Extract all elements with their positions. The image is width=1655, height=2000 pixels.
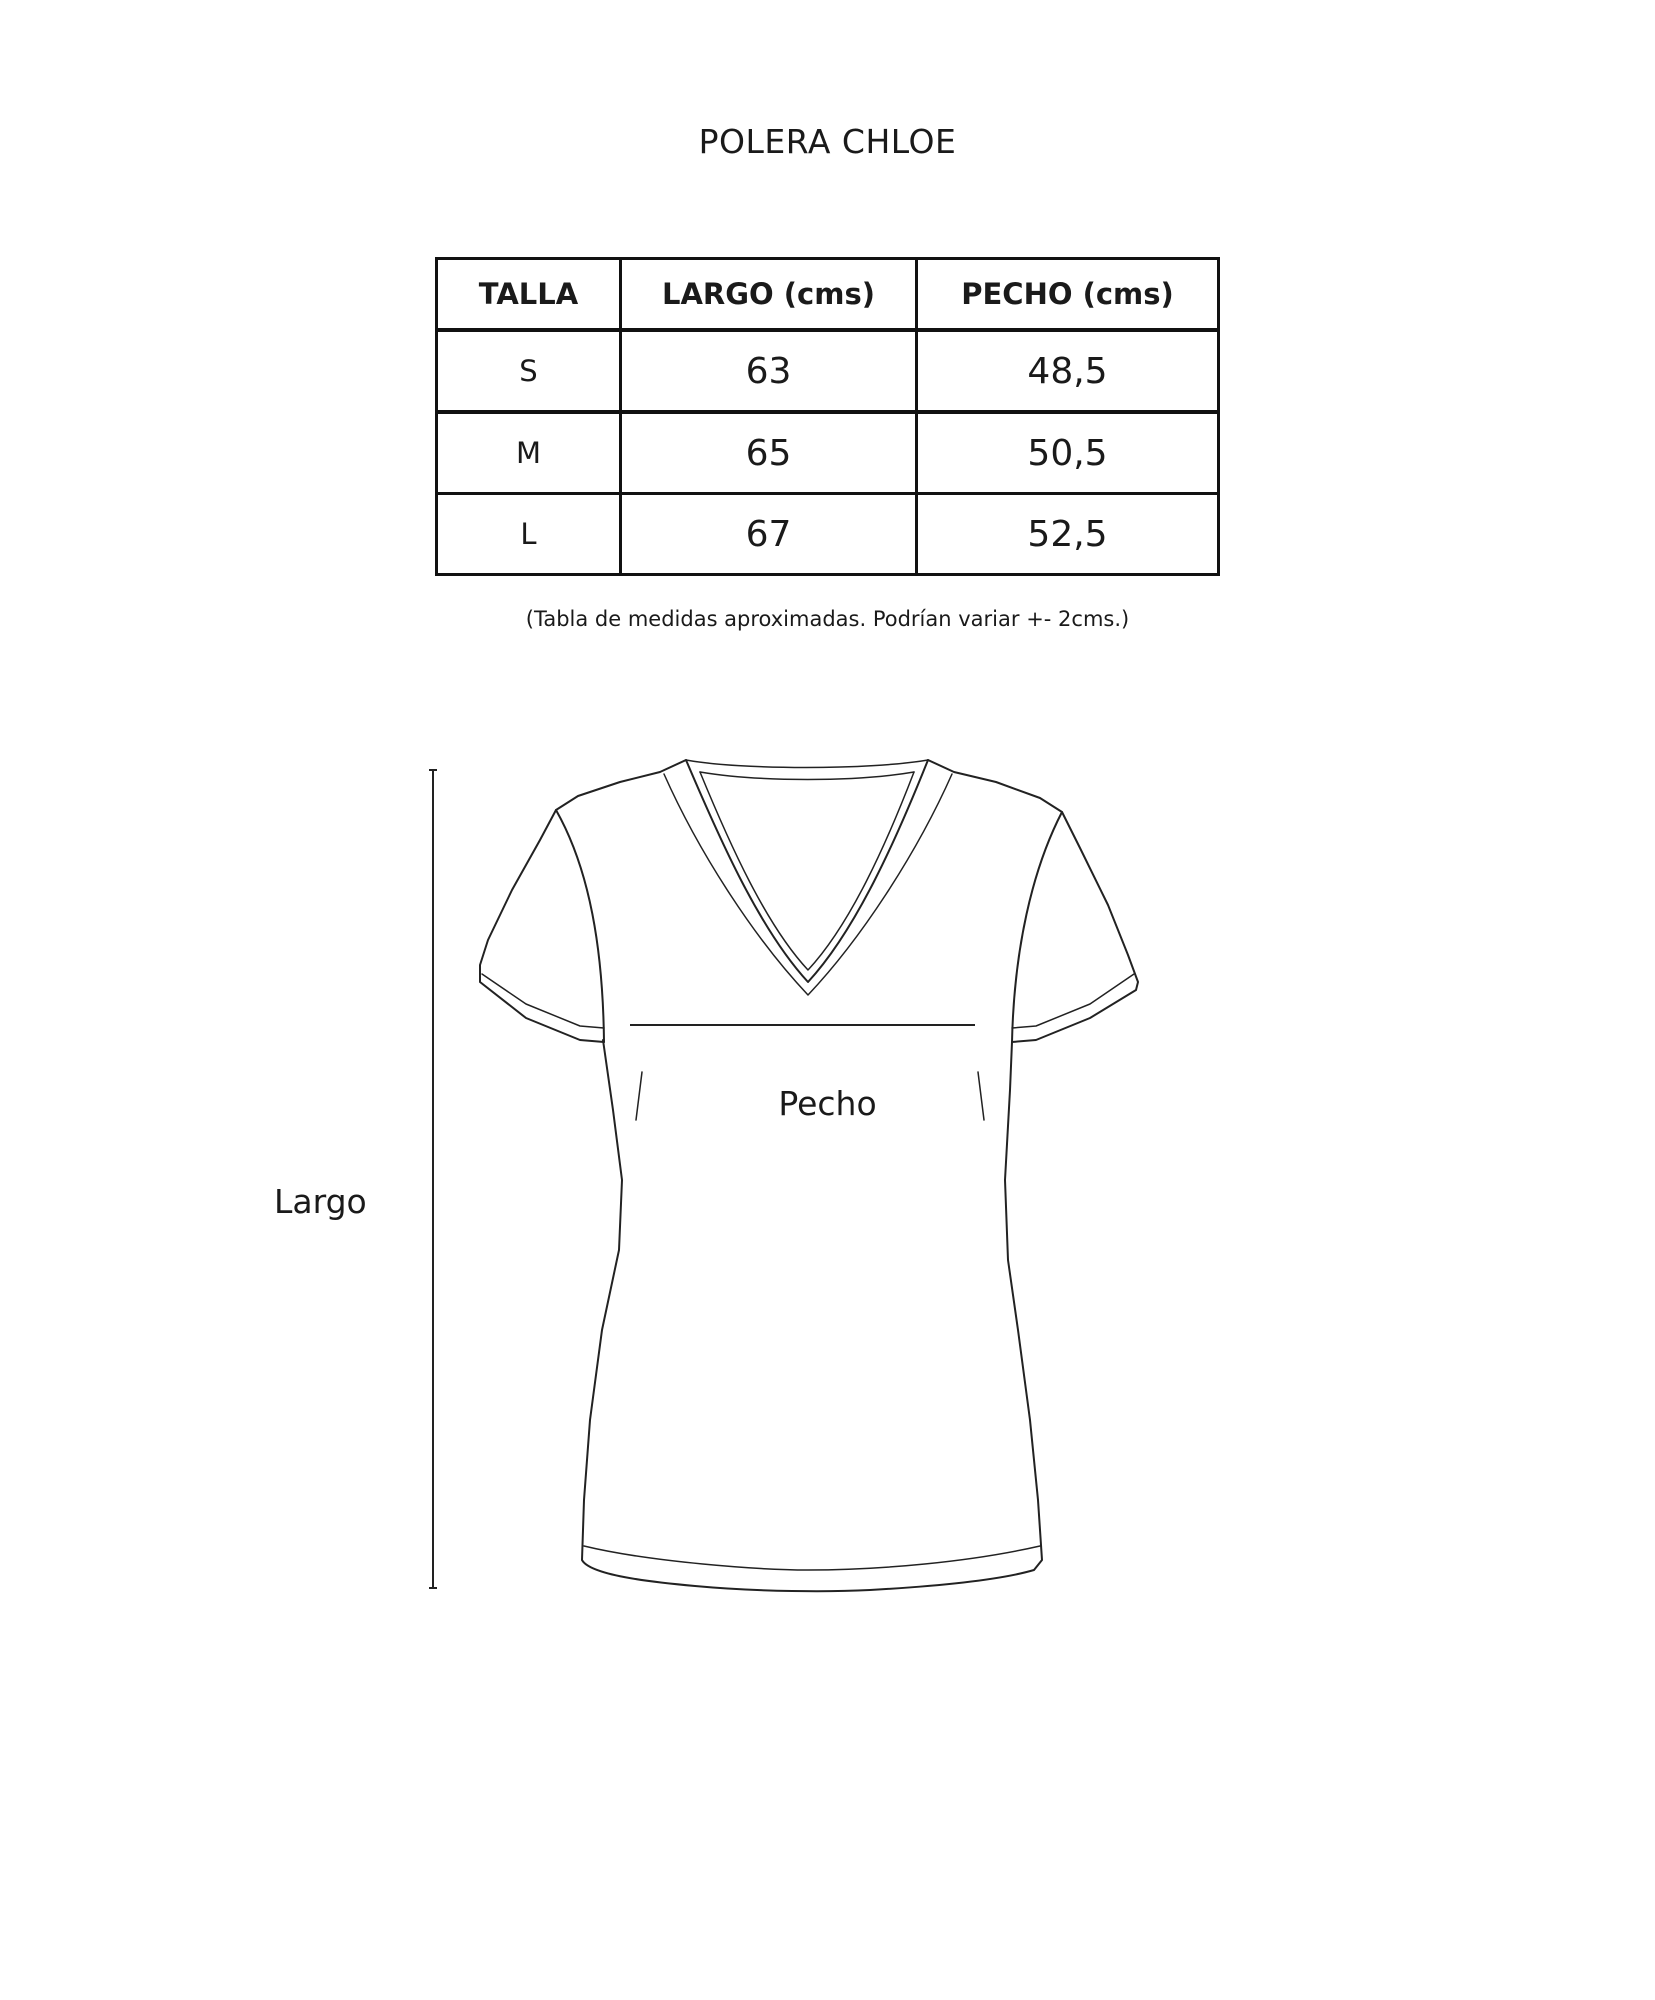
table-row	[437, 330, 1219, 412]
tshirt-outline	[480, 760, 1138, 1591]
header-largo: LARGO (cms)	[621, 259, 917, 331]
cell-pecho: 52,5	[917, 494, 1219, 575]
table-row	[437, 494, 1219, 575]
size-table	[435, 257, 1220, 576]
table-header-row	[437, 259, 1219, 331]
cell-talla: M	[437, 412, 621, 494]
header-pecho: PECHO (cms)	[917, 259, 1219, 331]
measurement-note: (Tabla de medidas aproximadas. Podrían variar +- 2cms.)	[525, 607, 1130, 631]
cell-talla: S	[437, 330, 621, 412]
header-talla: TALLA	[437, 259, 621, 331]
cell-largo: 65	[621, 412, 917, 494]
pecho-label: Pecho	[778, 1084, 877, 1123]
page-title: POLERA CHLOE	[698, 122, 957, 161]
cell-largo: 67	[621, 494, 917, 575]
largo-label: Largo	[274, 1182, 367, 1221]
cell-talla: L	[437, 494, 621, 575]
cell-pecho: 48,5	[917, 330, 1219, 412]
cell-pecho: 50,5	[917, 412, 1219, 494]
table-row	[437, 412, 1219, 494]
largo-measure-line	[429, 770, 437, 1588]
cell-largo: 63	[621, 330, 917, 412]
